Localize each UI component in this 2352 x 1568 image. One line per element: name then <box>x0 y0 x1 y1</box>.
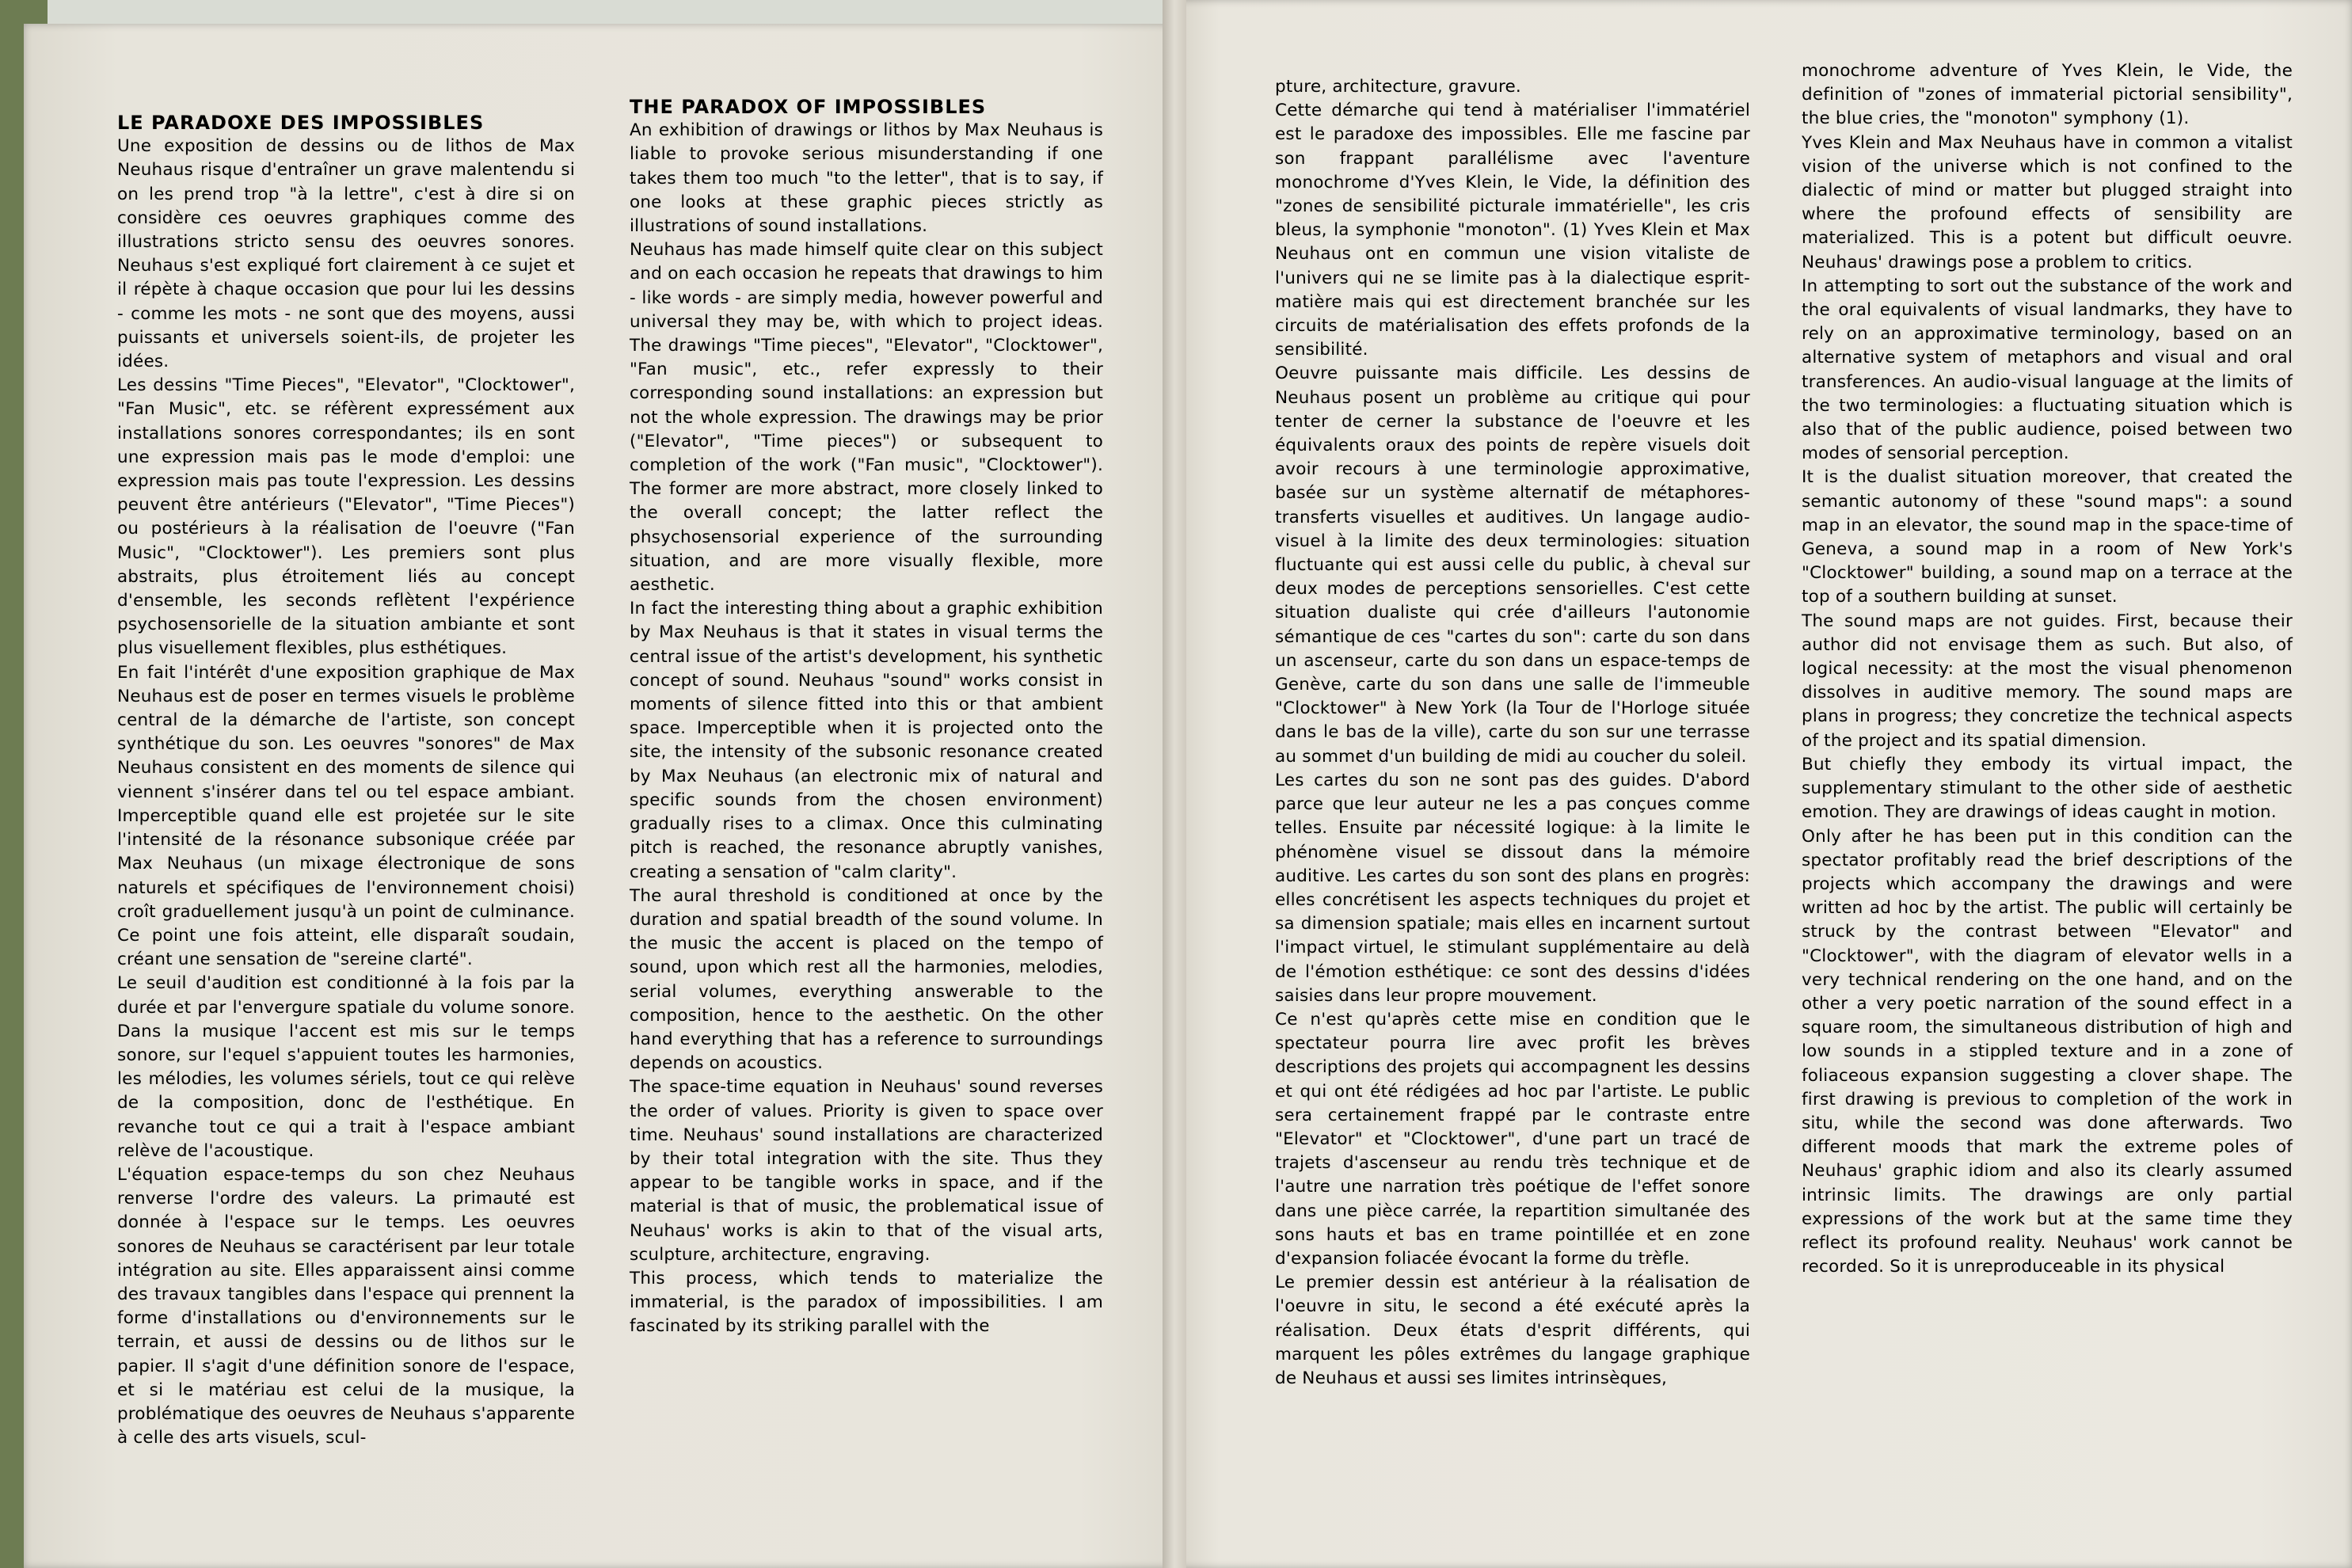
paragraph: Cette démarche qui tend à matérialiser l'immatériel est le paradoxe des impossibles. Elle me fascine par son frappant parallélisme avec l'aventure monochrome d'Yves Klein, le Vide, la définition des "zones de sensibilité picturale immatérielle", les cris bleus, la symphonie "monoton". (1) Yves Klein et Max Neuhaus ont en commun une vision vitaliste de l'univers qui ne se limite pas à la dialectique esprit-matière mais qui est directement branchée sur les circuits de matérialisation des effets profonds de la sensibilité. <box>1275 101 1750 360</box>
book-spine <box>1163 0 1186 1568</box>
paragraph: The aural threshold is conditioned at once by the duration and spatial breadth of the sound volume. In the music the accent is placed on the tempo of sound, upon which rest all the harmonies, melodies, serial volumes, everything answerable to the composition, hence to the aesthetic. On the other hand everything that has a reference to surroundings depends on acoustics. <box>630 885 1103 1074</box>
paragraph: L'équation espace-temps du son chez Neuhaus renverse l'ordre des valeurs. La primauté est donnée à l'espace sur le temps. Les oeuvres sonores de Neuhaus se caractérisent par leur totale intégration au site. Elles apparaissent ainsi comme des travaux tangibles dans l'espace qui prennent la forme d'installations ou d'environnements sur le terrain, et aussi de dessins ou de lithos sur le papier. Il s'agit d'une définition sonore de l'espace, et si le matériau est celui de la musique, la problématique des oeuvres de Neuhaus s'apparente à celle des arts visuels, scul- <box>117 1164 575 1448</box>
paragraph: But chiefly they embody its virtual impact, the supplementary stimulant to the other side of aesthetic emotion. They are drawings of ideas caught in motion. <box>1802 754 2293 823</box>
paragraph: pture, architecture, gravure. <box>1275 77 1521 97</box>
french-column-2 <box>1275 75 1750 1391</box>
paragraph: Le seuil d'audition est conditionné à la fois par la durée et par l'envergure spatiale du volume sonore. Dans la musique l'accent est mis sur le temps sonore, sur l'equel s'appuient toutes les harmonies, les mélodies, les volumes sériels, tout ce qui relève de la composition, donc de l'esthétique. En revanche tout ce qui a trait à l'espace ambiant relève de l'acoustique. <box>117 973 575 1161</box>
paragraph: The space-time equation in Neuhaus' sound reverses the order of values. Priority is given to space over time. Neuhaus' sound installations are characterized by their total integration with the site. Thus they appear to be tangible works in space, and if the material is that of music, the problematical issue of Neuhaus' works is akin to that of the visual arts, sculpture, architecture, engraving. <box>630 1077 1103 1265</box>
english-heading: THE PARADOX OF IMPOSSIBLES <box>630 96 987 118</box>
paragraph: This process, which tends to materialize the immaterial, is the paradox of impossibilities. I am fascinated by its striking parallel with the <box>630 1268 1103 1337</box>
paragraph: The sound maps are not guides. First, because their author did not envisage them as such. But also, of logical necessity: at the most the visual phenomenon dissolves in auditive memory. The sound maps are plans in progress; they concretize the technical aspects of the project and its spatial dimension. <box>1802 611 2293 751</box>
paragraph: Les dessins "Time Pieces", "Elevator", "Clocktower", "Fan Music", etc. se réfèrent expressément aux installations sonores correspondantes; ils en sont une expression mais pas le mode d'emploi: une expression mais pas toute l'expression. Les dessins peuvent être antérieurs ("Elevator", "Time Pieces") ou postérieurs à la réalisation de l'oeuvre ("Fan Music", "Clocktower"). Les premiers sont plus abstraits, plus étroitement liés au concept d'ensemble, les seconds reflètent l'expérience psychosensorielle de la situation ambiante et sont plus visuellement flexibles, plus esthétiques. <box>117 375 575 659</box>
english-column-2 <box>1802 59 2293 1279</box>
paragraph: En fait l'intérêt d'une exposition graphique de Max Neuhaus est de poser en termes visuels le problème central de la démarche de l'artiste, son concept synthétique du son. Les oeuvres "sonores" de Max Neuhaus consistent en des moments de silence qui viennent s'insérer dans tel ou tel espace ambiant. Imperceptible quand elle est projetée sur le site l'intensité de la résonance subsonique créée par Max Neuhaus (un mixage électronique de sons naturels et spécifiques de l'environnement choisi) croît graduellement jusqu'à un point de culminance. Ce point une fois atteint, elle disparaît soudain, créant une sensation de "sereine clarté". <box>117 662 575 970</box>
paragraph: Oeuvre puissante mais difficile. Les dessins de Neuhaus posent un problème au critique qui pour tenter de cerner la substance de l'oeuvre et les équivalents oraux des points de repère visuels doit avoir recours à une terminologie approximative, basée sur un système alternatif de métaphores-transferts visuelles et auditives. Un langage audio-visuel à la limite des deux terminologies: situation fluctuante qui est aussi celle du public, à cheval sur deux modes de perceptions sensorielles. C'est cette situation dualiste qui crée d'ailleurs l'autonomie sémantique de ces "cartes du son": carte du son dans un ascenseur, carte du son dans un espace-temps de Genève, carte du son dans une salle de l'immeuble "Clocktower" à New York (la Tour de l'Horloge située dans le bas de la ville), carte du son sur une terrasse au sommet d'un building de midi au coucher du soleil. <box>1275 363 1750 767</box>
english-column-1 <box>630 95 1103 1339</box>
french-heading: LE PARADOXE DES IMPOSSIBLES <box>117 112 485 134</box>
paragraph: Neuhaus has made himself quite clear on this subject and on each occasion he repeats that drawings to him - like words - are simply media, however powerful and universal they may be, with which to project ideas. The drawings "Time pieces", "Elevator", "Clocktower", "Fan music", etc., refer expressly to their corresponding sound installations: an expression but not the whole expression. The drawings may be prior ("Elevator", "Time pieces") or subsequent to completion of the work ("Fan music", "Clocktower"). The former are more abstract, more closely linked to the overall concept; the latter reflect the phsychosensorial experience of the surrounding situation, and are more visually flexible, more aesthetic. <box>630 240 1103 596</box>
paragraph: In attempting to sort out the substance of the work and the oral equivalents of visual landmarks, they have to rely on an approximative terminology, based on an alternative system of metaphors and visual and oral transferences. An audio-visual language at the limits of the two terminologies: a fluctuating situation which is also that of the public audience, poised between two modes of sensorial perception. <box>1802 276 2293 464</box>
paragraph: Ce n'est qu'après cette mise en condition que le spectateur pourra lire avec profit les brèves descriptions des projets qui accompagnent les dessins et qui ont été rédigées ad hoc par l'artiste. Le public sera certainement frappé par le contraste entre "Elevator" et "Clocktower", d'une part un tracé de trajets d'ascenseur au rendu très technique et de l'autre une narration très poétique de l'effet sonore dans une pièce carrée, la repartition simultanée des sons hauts et bas en trame pointillée et en zone d'expansion foliacée évocant la forme du trèfle. <box>1275 1009 1750 1269</box>
paragraph: An exhibition of drawings or lithos by Max Neuhaus is liable to provoke serious misunderstanding if one takes them too much "to the letter", that is to say, if one looks at these graphic pieces strictly as illustrations of sound installations. <box>630 120 1103 237</box>
french-column-1 <box>117 111 575 1450</box>
paragraph: Yves Klein and Max Neuhaus have in common a vitalist vision of the universe which is not confined to the dialectic of mind or matter but plugged straight into where the profound effects of sensibility are materialized. This is a potent but difficult oeuvre. Neuhaus' drawings pose a problem to critics. <box>1802 132 2293 272</box>
paragraph: It is the dualist situation moreover, that created the semantic autonomy of these "sound maps": a sound map in an elevator, the sound map in the space-time of Geneva, a sound map in a room of New York's "Clocktower" building, a sound map on a terrace at the top of a southern building at sunset. <box>1802 467 2293 607</box>
paragraph: Une exposition de dessins ou de lithos de Max Neuhaus risque d'entraîner un grave malentendu si on les prend trop "à la lettre", c'est à dire si on considère ces oeuvres graphiques comme des illustrations stricto sensu des oeuvres sonores. Neuhaus s'est expliqué fort clairement à ce sujet et il répète à chaque occasion que pour lui les dessins - comme les mots - ne sont que des moyens, aussi puissants et universels soient-ils, de projeter les idées. <box>117 136 575 372</box>
paragraph: Le premier dessin est antérieur à la réalisation de l'oeuvre in situ, le second a été exécuté après la réalisation. Deux états d'esprit différents, qui marquent les pôles extrêmes du langage graphique de Neuhaus et aussi ses limites intrinsèques, <box>1275 1273 1750 1388</box>
paragraph: monochrome adventure of Yves Klein, le Vide, the definition of "zones of immaterial pictorial sensibility", the blue cries, the "monoton" symphony (1). <box>1802 61 2293 129</box>
paragraph: Only after he has been put in this condition can the spectator profitably read the brief descriptions of the projects which accompany the drawings and were written ad hoc by the artist. The public will certainly be struck by the contrast between "Elevator" and "Clocktower", with the diagram of elevator wells in a very technical rendering on the one hand, and on the other a very poetic narration of the sound effect in a square room, the simultaneous distribution of high and low sounds in a stippled texture and in a zone of foliaceous expansion suggesting a clover shape. The first drawing is previous to completion of the work in situ, while the second was done afterwards. Two different moods that mark the extreme poles of Neuhaus' graphic idiom and also its clearly assumed intrinsic limits. The drawings are only partial expressions of the work but at the same time they reflect its profound reality. Neuhaus' work cannot be recorded. So it is unreproduceable in its physical <box>1802 826 2293 1277</box>
paragraph: In fact the interesting thing about a graphic exhibition by Max Neuhaus is that it states in visual terms the central issue of the artist's development, his synthetic concept of sound. Neuhaus "sound" works consist in moments of silence fitted into this or that ambient space. Imperceptible when it is projected onto the site, the intensity of the subsonic resonance created by Max Neuhaus (an electronic mix of natural and specific sounds from the chosen environment) gradually rises to a climax. Once this culminating pitch is reached, the resonance abruptly vanishes, creating a sensation of "calm clarity". <box>630 599 1103 882</box>
paragraph: Les cartes du son ne sont pas des guides. D'abord parce que leur auteur ne les a pas conçues comme telles. Ensuite par nécessité logique: à la limite le phénomène visuel se dissout dans la mémoire auditive. Les cartes du son sont des plans en progrès: elles concrétisent les aspects techniques du projet et sa dimension spatiale; mais elles en incarnent surtout l'impact virtuel, le stimulant supplémentaire au delà de l'émotion esthétique: ce sont des dessins d'idées saisies dans leur propre mouvement. <box>1275 770 1750 1006</box>
